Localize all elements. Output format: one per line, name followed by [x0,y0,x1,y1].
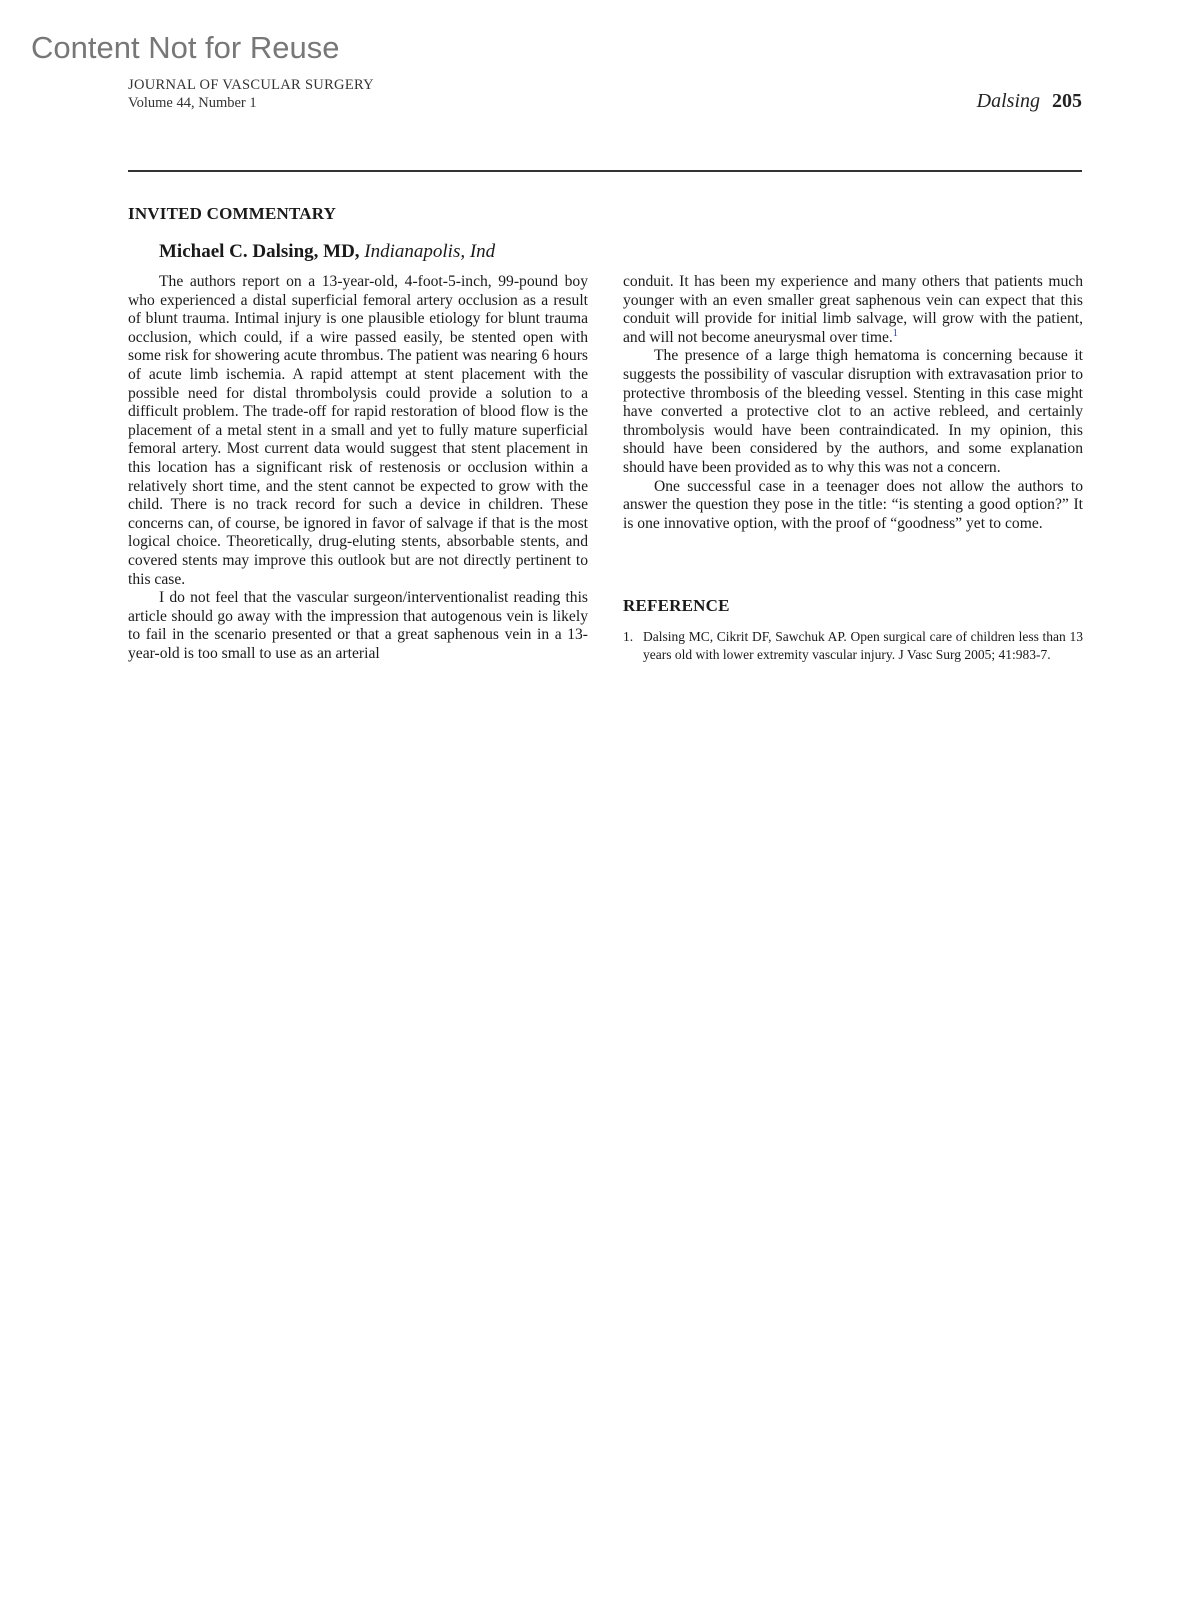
author-name: Michael C. Dalsing, MD, [159,241,360,262]
reference-heading: REFERENCE [623,596,730,615]
paragraph-1: The authors report on a 13-year-old, 4-foot-5-inch, 99-pound boy who experienced a distal superficial femoral artery occlusion as a result of blunt trauma. Intimal injury is one plausible etiology for blunt trauma occlusion, which could, if a wire passed easily, be stented open with some risk for showering acute thrombus. The patient was nearing 6 hours of acute limb ischemia. A rapid attempt at stent placement with the possible need for distal thrombolysis could provide a solution to a difficult problem. The trade-off for rapid restoration of blood flow is the placement of a metal stent in a small and yet to fully mature superficial femoral artery. Most current data would suggest that stent placement in this location has a significant risk of restenosis or occlusion within a relatively short time, and the stent cannot be expected to grow with the child. There is no track record for such a device in children. These concerns can, of course, be ignored in favor of salvage if that is the most logical choice. Theoretically, drug-eluting stents, absorbable stents, and covered stents may improve this outlook but are not directly pertinent to this case. [128,273,588,588]
reference-list [623,628,1083,663]
volume-number: Volume 44, Number 1 [128,95,257,111]
header-rule [128,170,1082,172]
author-location: Indianapolis, Ind [364,241,496,262]
right-column [623,273,1083,533]
paragraph-4: One successful case in a teenager does not allow the authors to answer the question they pose in the title: “is stenting a good option?” It is one innovative option, with the proof of “goodness” yet to come. [623,477,1083,532]
running-head [128,76,374,112]
running-author: Dalsing [976,90,1040,112]
reference-item [623,628,1083,663]
paragraph-2-start: I do not feel that the vascular surgeon/interventionalist reading this article should go away with the impression that autogenous vein is likely to fail in the scenario presented or that a great saphenous vein in a 13-year-old is too small to use as an arterial [128,589,588,662]
reference-text: Dalsing MC, Cikrit DF, Sawchuk AP. Open surgical care of children less than 13 years old with lower extremity vascular injury. J Vasc Surg 2005; 41:983-7. [643,629,1083,662]
left-column [128,273,588,663]
paragraph-2-continued [623,273,1083,347]
page-number: 205 [1052,90,1082,112]
section-heading: INVITED COMMENTARY [128,204,337,223]
watermark: Content Not for Reuse [31,30,340,65]
citation-link[interactable]: 1 [892,327,898,339]
paragraph-2-text: conduit. It has been my experience and many others that patients much younger with an even smaller great saphenous vein can expect that this conduit will provide for initial limb salvage, will grow with the patient, and will not become aneurysmal over time. [623,273,1083,346]
byline [159,241,495,263]
folio [977,90,1082,113]
paragraph-3: The presence of a large thigh hematoma is concerning because it suggests the possibility of vascular disruption with extravasation prior to protective thrombosis of the bleeding vessel. Stenting in this case might have converted a protective clot to an active rebleed, and certainly thrombolysis would have been contraindicated. In my opinion, this should have been considered by the authors, and some explanation should have been provided as to why this was not a concern. [623,347,1083,476]
reference-number: 1. [623,629,634,644]
journal-name: JOURNAL OF VASCULAR SURGERY [128,77,374,93]
